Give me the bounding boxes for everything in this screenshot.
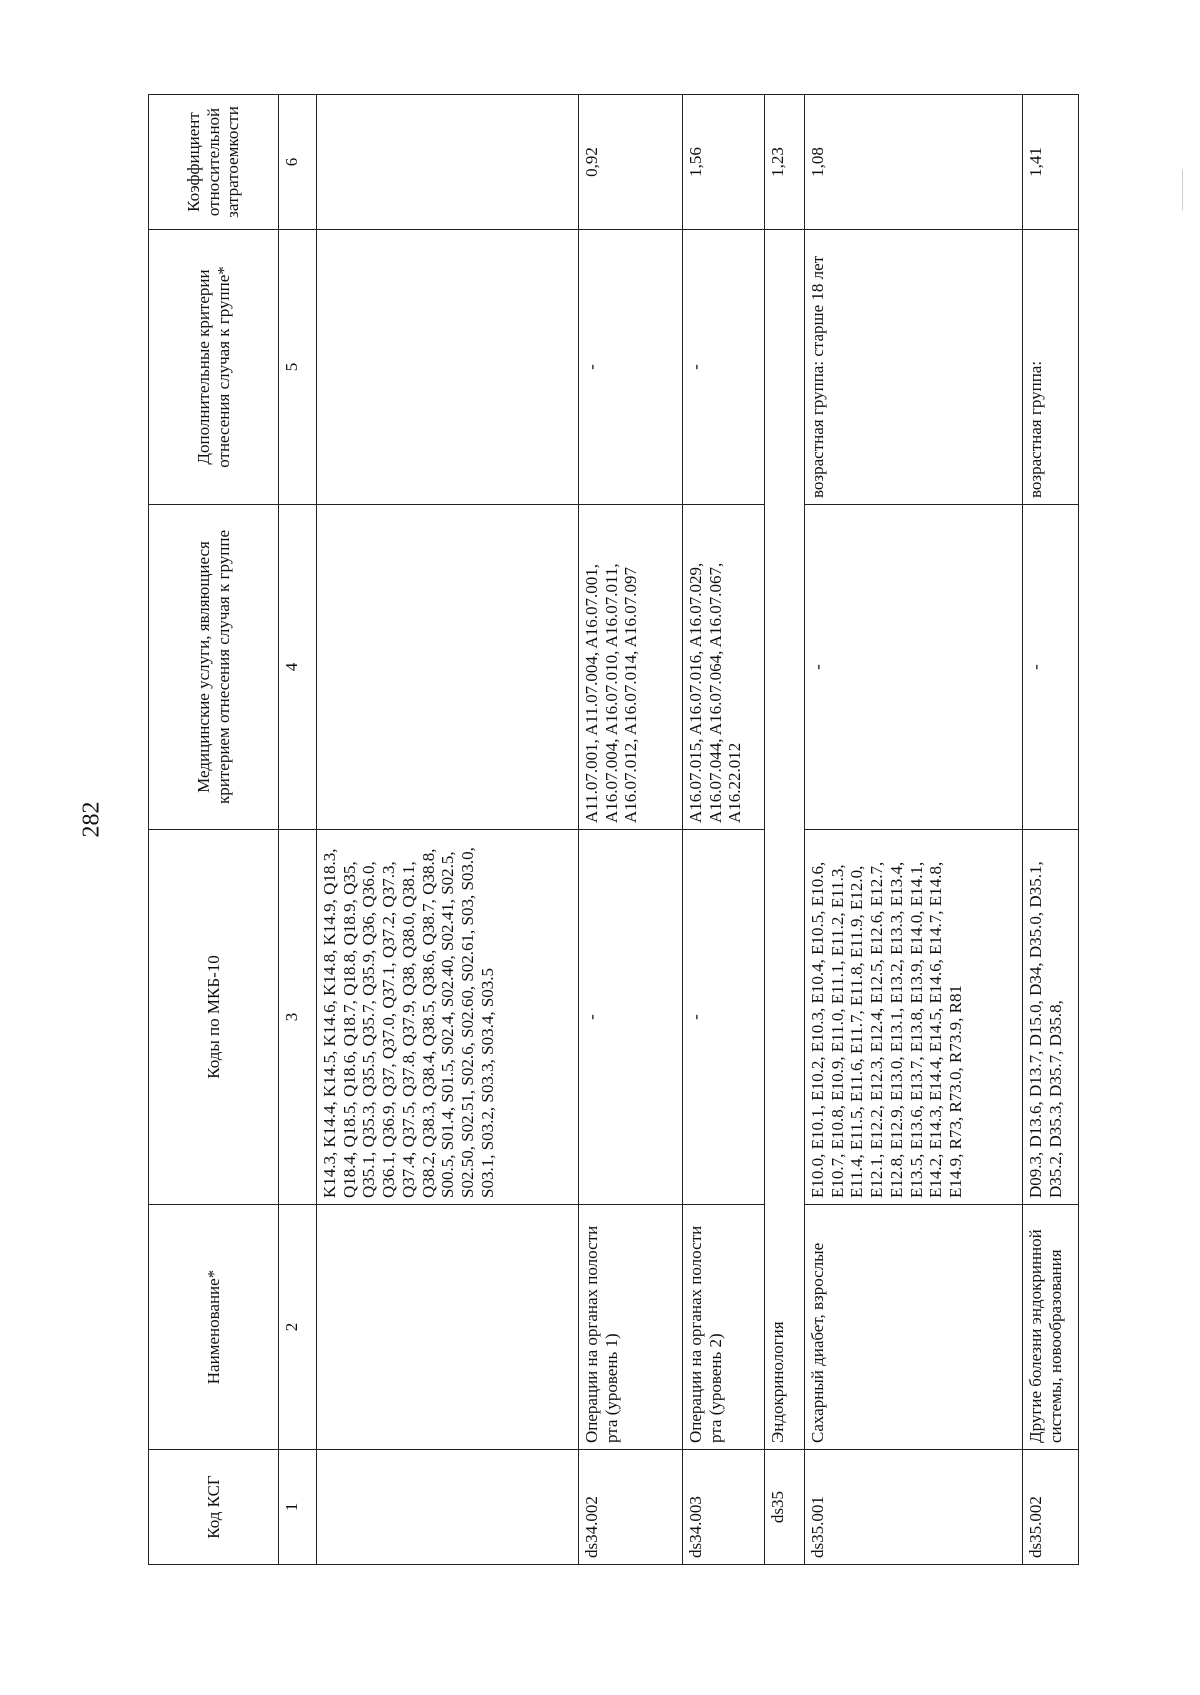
section-name-cell: Эндокринология [765,230,805,1450]
ksg-code-cell: ds35.002 [1023,1450,1079,1565]
ksg-name-cell [317,1205,579,1450]
column-number: 6 [279,95,317,230]
coefficient-cell: 1,56 [683,95,765,230]
ksg-name-cell: Операции на органах полости рта (уровень 1) [579,1205,683,1450]
header-row [149,95,279,1565]
header-coef: Коэффициент относительной затратоемкости [149,95,279,230]
criteria-cell: возрастная группа: [1023,230,1079,505]
ksg-code-cell: ds34.002 [579,1450,683,1565]
mkb-codes-cell: K14.3, K14.4, K14.5, K14.6, K14.8, K14.9, Q18.3, Q18.4, Q18.5, Q18.6, Q18.7, Q18.8, Q18.9, Q35, Q35.1, Q35.3, Q35.5, Q35.7, Q35.9, Q36, Q36.0, Q36.1, Q36.9, Q37, Q37.0, Q37.1, Q37.2, Q37.3, Q37.4, Q37.5, Q37.8, Q37.9, Q38, Q38.0, Q38.1, Q38.2, Q38.3, Q38.4, Q38.5, Q38.6, Q38.7, Q38.8, S00.5, S01.4, S01.5, S02.4, S02.40, S02.41, S02.5, S02.50, S02.51, S02.6, S02.60, S02.61, S03, S03.0, S03.1, S03.2, S03.3, S03.4, S03.5 [317,830,579,1205]
column-number: 4 [279,505,317,830]
scan-margin-mark [1182,170,1183,210]
column-number: 3 [279,830,317,1205]
criteria-cell [317,230,579,505]
section-row [765,95,805,1565]
criteria-cell: - [683,230,765,505]
criteria-cell: - [579,230,683,505]
coefficient-cell: 1,41 [1023,95,1079,230]
rotated-table-wrapper [148,95,1078,1565]
header-name: Наименование* [149,1205,279,1450]
mkb-codes-cell: - [683,830,765,1205]
page-number: 282 [78,801,105,838]
table-row [317,95,579,1565]
ksg-name-cell: Сахарный диабет, взрослые [805,1205,1023,1450]
services-cell [317,505,579,830]
services-cell: - [1023,505,1079,830]
mkb-codes-cell: E10.0, E10.1, E10.2, E10.3, E10.4, E10.5, E10.6, E10.7, E10.8, E10.9, E11.0, E11.1, E11.2, E11.3, E11.4, E11.5, E11.6, E11.7, E11.8, E11.9, E12.0, E12.1, E12.2, E12.3, E12.4, E12.5, E12.6, E12.7, E12.8, E12.9, E13.0, E13.1, E13.2, E13.3, E13.4, E13.5, E13.6, E13.7, E13.8, E13.9, E14.0, E14.1, E14.2, E14.3, E14.4, E14.5, E14.6, E14.7, E14.8, E14.9, R73, R73.0, R73.9, R81 [805,830,1023,1205]
section-code-cell: ds35 [765,1450,805,1565]
table-row [683,95,765,1565]
coefficient-cell: 0,92 [579,95,683,230]
ksg-code-cell [317,1450,579,1565]
coefficient-cell [317,95,579,230]
header-mkb: Коды по МКБ-10 [149,830,279,1205]
header-criteria: Дополнительные критерии отнесения случая к группе* [149,230,279,505]
services-cell: A16.07.015, A16.07.016, A16.07.029, A16.07.044, A16.07.064, A16.07.067, A16.22.012 [683,505,765,830]
ksg-code-cell: ds35.001 [805,1450,1023,1565]
column-number-row [279,95,317,1565]
table-row [1023,95,1079,1565]
mkb-codes-cell: D09.3, D13.6, D13.7, D15.0, D34, D35.0, D35.1, D35.2, D35.3, D35.7, D35.8, [1023,830,1079,1205]
services-cell: A11.07.001, A11.07.004, A16.07.001, A16.07.004, A16.07.010, A16.07.011, A16.07.012, A16.07.014, A16.07.097 [579,505,683,830]
ksg-table [148,94,1079,1565]
header-services: Медицинские услуги, являющиеся критерием отнесения случая к группе [149,505,279,830]
coefficient-cell: 1,08 [805,95,1023,230]
section-coefficient-cell: 1,23 [765,95,805,230]
ksg-code-cell: ds34.003 [683,1450,765,1565]
mkb-codes-cell: - [579,830,683,1205]
ksg-name-cell: Операции на органах полости рта (уровень 2) [683,1205,765,1450]
header-code: Код КСГ [149,1450,279,1565]
column-number: 1 [279,1450,317,1565]
table-row [805,95,1023,1565]
criteria-cell: возрастная группа: старше 18 лет [805,230,1023,505]
column-number: 2 [279,1205,317,1450]
table-row [579,95,683,1565]
column-number: 5 [279,230,317,505]
ksg-name-cell: Другие болезни эндокринной системы, новообразования [1023,1205,1079,1450]
services-cell: - [805,505,1023,830]
